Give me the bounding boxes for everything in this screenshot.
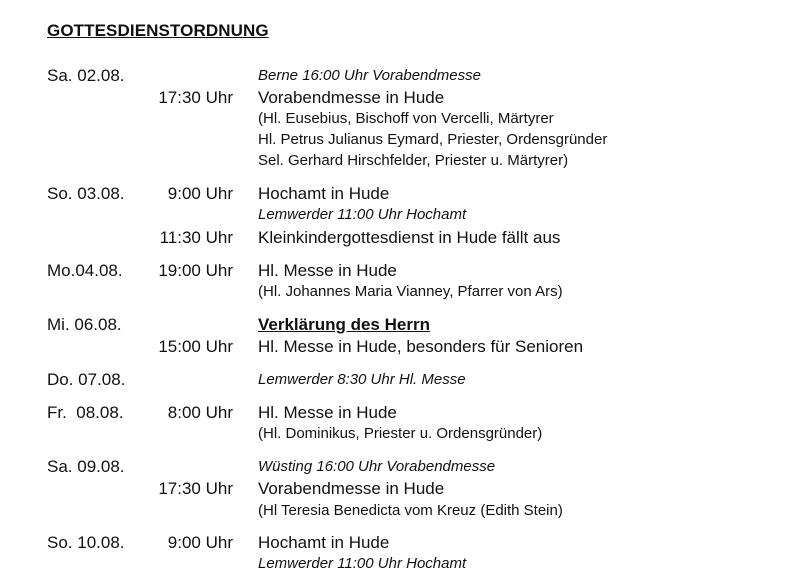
day-note: Lemwerder 8:30 Uhr Hl. Messe [258,371,466,388]
event-time: 15:00 Uhr [158,337,233,356]
event-detail: Sel. Gerhard Hirschfelder, Priester u. Märtyrer) [258,152,569,169]
day-date: Sa. 02.08. [47,66,125,85]
event-detail: (Hl. Johannes Maria Vianney, Pfarrer von Ars) [258,283,563,300]
page-title: GOTTESDIENSTORDNUNG [47,21,269,40]
event-time: 19:00 Uhr [158,261,233,280]
day-date: Mi. 06.08. [47,315,122,334]
day-date: So. 03.08. [47,184,125,203]
day-note: Lemwerder 11:00 Uhr Hochamt [258,206,467,223]
day-date: Do. 07.08. [47,370,126,389]
event-detail: (Hl. Eusebius, Bischoff von Vercelli, Märtyrer [258,110,554,127]
event-detail: (Hl Teresia Benedicta vom Kreuz (Edith Stein) [258,502,563,519]
event-title: Kleinkindergottesdienst in Hude fällt aus [258,228,561,247]
day-note: Berne 16:00 Uhr Vorabendmesse [258,67,481,84]
event-title: Vorabendmesse in Hude [258,88,445,107]
event-title: Hl. Messe in Hude, besonders für Senioren [258,337,584,356]
event-time: 9:00 Uhr [167,533,233,552]
event-time: 8:00 Uhr [167,403,233,422]
event-time: 11:30 Uhr [159,228,233,247]
event-title: Hl. Messe in Hude [258,261,397,280]
day-date: So. 10.08. [47,533,125,552]
event-time: 9:00 Uhr [167,184,233,203]
event-time: 17:30 Uhr [158,88,233,107]
day-date: Mo.04.08. [47,261,123,280]
day-note: Wüsting 16:00 Uhr Vorabendmesse [258,458,496,475]
event-detail: Hl. Petrus Julianus Eymard, Priester, Ordensgründer [258,131,608,148]
event-title: Hochamt in Hude [258,533,390,552]
feast-title: Verklärung des Herrn [258,315,430,334]
event-title: Hochamt in Hude [258,184,390,203]
event-title: Hl. Messe in Hude [258,403,397,422]
event-title: Vorabendmesse in Hude [258,479,445,498]
day-date: Fr. 08.08. [47,403,124,422]
day-note: Lemwerder 11:00 Uhr Hochamt [258,555,467,572]
event-time: 17:30 Uhr [158,479,233,498]
event-detail: (Hl. Dominikus, Priester u. Ordensgründer) [258,425,543,442]
day-date: Sa. 09.08. [47,457,125,476]
